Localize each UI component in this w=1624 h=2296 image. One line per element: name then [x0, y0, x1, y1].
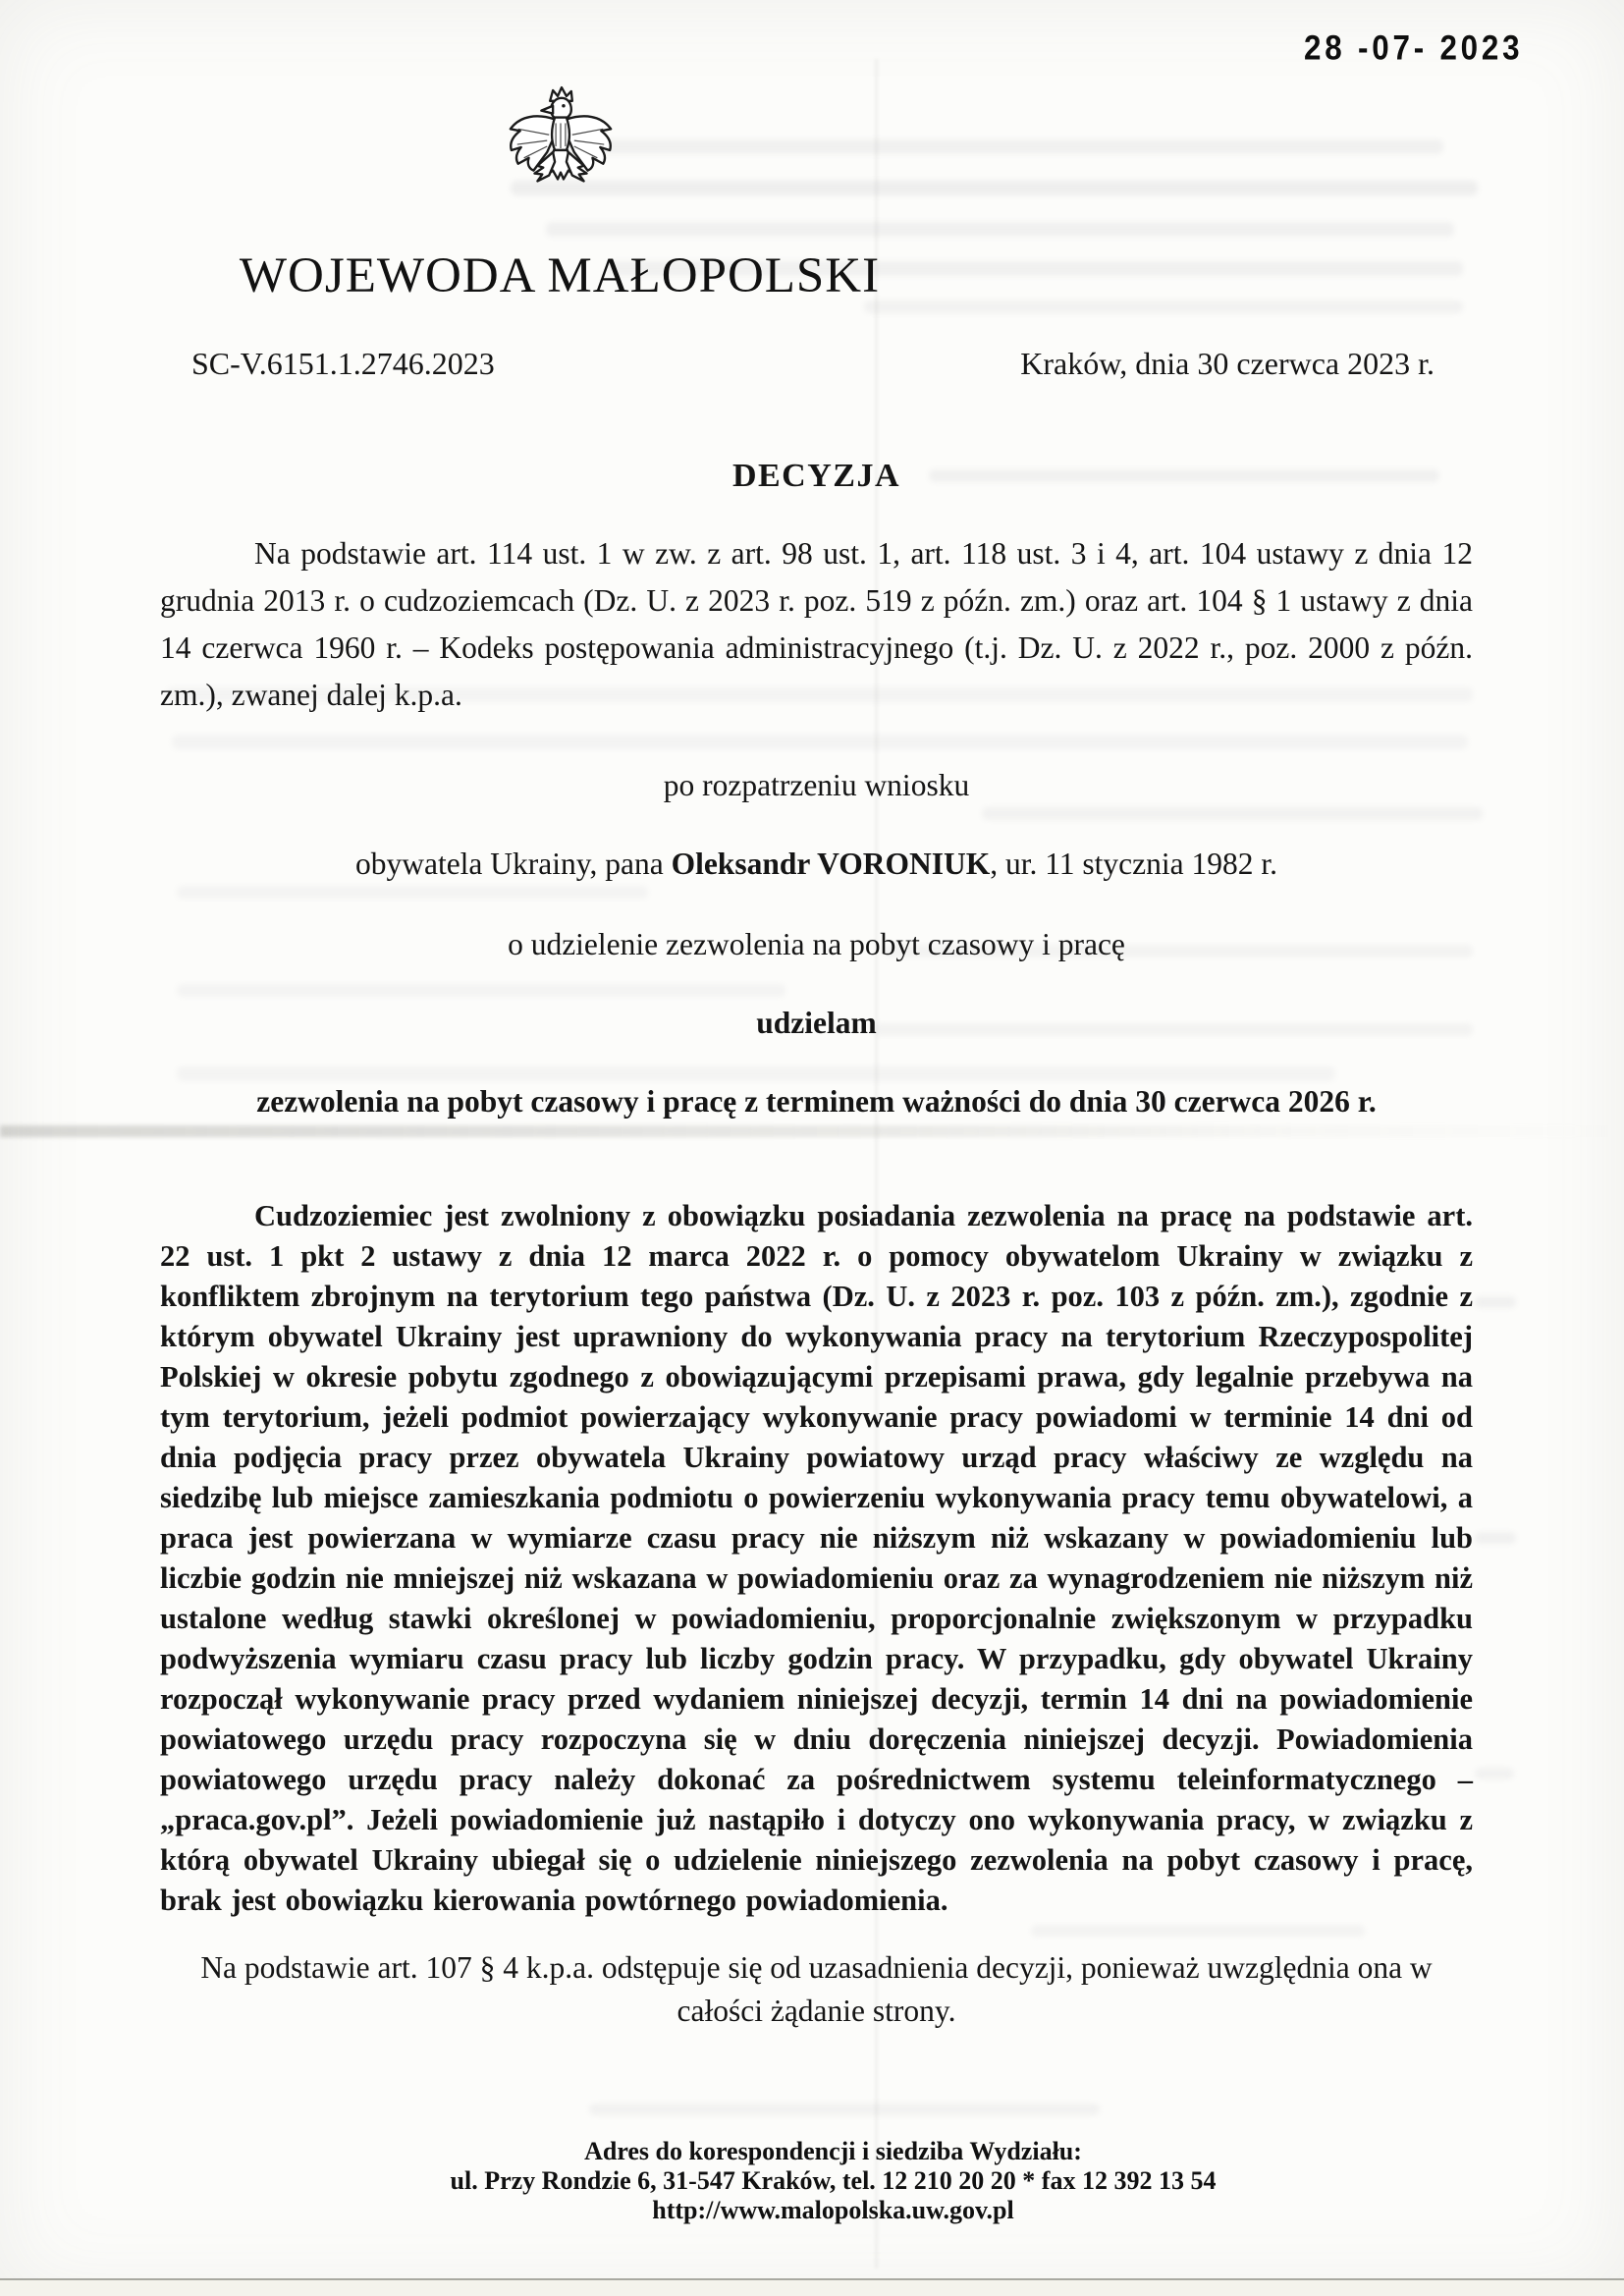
bleed-through-artifact: [1475, 1296, 1516, 1308]
bleed-through-artifact: [177, 1066, 1335, 1081]
applicant-suffix: , ur. 11 stycznia 1982 r.: [990, 847, 1278, 881]
office-title: WOJEWODA MAŁOPOLSKI: [239, 248, 881, 303]
place-and-date: Kraków, dnia 30 czerwca 2023 r.: [1020, 346, 1435, 381]
grant-scope-line: zezwolenia na pobyt czasowy i pracę z terminem ważności do dnia 30 czerwca 2026 r.: [256, 1084, 1377, 1119]
applicant-prefix: obywatela Ukrainy, pana: [354, 847, 672, 881]
fold-crease: [0, 1125, 1624, 1137]
applicant-name: Oleksandr VORONIUK: [671, 847, 991, 881]
footer-address: ul. Przy Rondzie 6, 31-547 Kraków, tel. 12 210 20 20 * fax 12 392 13 54: [450, 2166, 1217, 2195]
footer-website: http://www.malopolska.uw.gov.pl: [652, 2196, 1014, 2224]
bleed-through-artifact: [546, 222, 1454, 237]
bleed-through-artifact: [1031, 1925, 1365, 1937]
footer-block: [177, 2137, 1489, 2225]
legal-basis-paragraph: Na podstawie art. 114 ust. 1 w zw. z art. 98 ust. 1, art. 118 ust. 3 i 4, art. 104 ustawy z dnia 12 grudnia 2013 r. o cudzoziemcach (Dz. U. z 2023 r. poz. 519 z późn. zm.) oraz art. 104 § 1 ustawy z dnia 14 czerwca 1960 r. – Kodeks postępowania administracyjnego (t.j. Dz. U. z 2022 r., poz. 2000 z późn. zm.), zwanej dalej k.p.a.: [160, 536, 1473, 712]
footer-heading: Adres do korespondencji i siedziba Wydziału:: [584, 2137, 1082, 2165]
bleed-through-artifact: [1475, 1532, 1516, 1544]
bleed-through-artifact: [172, 735, 1468, 749]
bleed-through-artifact: [511, 181, 1478, 195]
decision-title: DECYZJA: [731, 458, 901, 494]
grant-verb: udzielam: [756, 1006, 877, 1040]
bleed-through-artifact: [530, 139, 1443, 154]
work-permit-exemption-paragraph: Cudzoziemiec jest zwolniony z obowiązku posiadania zezwolenia na pracę na podstawie art. 22 ust. 1 pkt 2 ustawy z dnia 12 marca 2022 r. o pomocy obywatelom Ukrainy w związku z konfliktem zbrojnym na terytorium tego państwa (Dz. U. z 2023 r. poz. 103 z późn. zm.), zgodnie z którym obywatel Ukrainy jest uprawniony do wykonywania pracy na terytorium Rzeczypospolitej Polskiej w okresie pobytu zgodnego z obowiązującymi przepisami prawa, gdy legalnie przebywa na tym terytorium, jeżeli podmiot powierzający wykonywanie pracy powiadomi w terminie 14 dni od dnia podjęcia pracy przez obywatela Ukrainy powiatowy urząd pracy właściwy ze względu na siedzibę lub miejsce zamieszkania podmiotu o powierzeniu wykonywania pracy temu obywatelowi, a praca jest powierzana w wymiarze czasu pracy nie niższym niż wskazany w powiadomieniu lub liczbie godzin nie mniejszej niż wskazana w powiadomieniu oraz za wynagrodzeniem nie niższym niż ustalone według stawki określonej w powiadomieniu, proporcjonalnie zwiększonym w przypadku podwyższenia wymiaru czasu pracy lub liczby godzin pracy. W przypadku, gdy obywatel Ukrainy rozpoczął wykonywanie pracy przed wydaniem niniejszej decyzji, termin 14 dni na powiadomienie powiatowego urzędu pracy rozpoczyna się w dniu doręczenia niniejszej decyzji. Powiadomienia powiatowego urzędu pracy należy dokonać za pośrednictwem systemu teleinformatycznego – „praca.gov.pl”. Jeżeli powiadomienie już nastąpiło i dotyczy ono wykonywania pracy, w związku z którą obywatel Ukrainy ubiegał się o udzielenie niniejszego zezwolenia na pobyt czasowy i pracę, brak jest obowiązku kierowania powtórnego powiadomienia.: [160, 1199, 1473, 1917]
request-subject-line: o udzielenie zezwolenia na pobyt czasowy i pracę: [508, 927, 1125, 961]
after-consideration-line: po rozpatrzeniu wniosku: [663, 768, 970, 802]
center-fold-crease: [875, 59, 878, 2269]
polish-eagle-emblem: [503, 84, 619, 217]
scan-edge-shadow: [0, 2280, 1624, 2296]
reference-row: [191, 346, 1435, 382]
bleed-through-artifact: [177, 984, 785, 997]
justification-waiver-paragraph: Na podstawie art. 107 § 4 k.p.a. odstępuje się od uzasadnienia decyzji, ponieważ uwzględnia ona w całości żądanie strony.: [200, 1950, 1433, 2028]
bleed-through-artifact: [1475, 1768, 1514, 1779]
received-date-stamp: 28 -07- 2023: [1304, 27, 1524, 67]
bleed-through-artifact: [982, 807, 1483, 820]
bleed-through-artifact: [589, 2104, 1100, 2115]
bleed-through-artifact: [177, 886, 648, 899]
applicant-line: [160, 847, 1473, 882]
case-reference-number: SC-V.6151.1.2746.2023: [191, 346, 495, 381]
